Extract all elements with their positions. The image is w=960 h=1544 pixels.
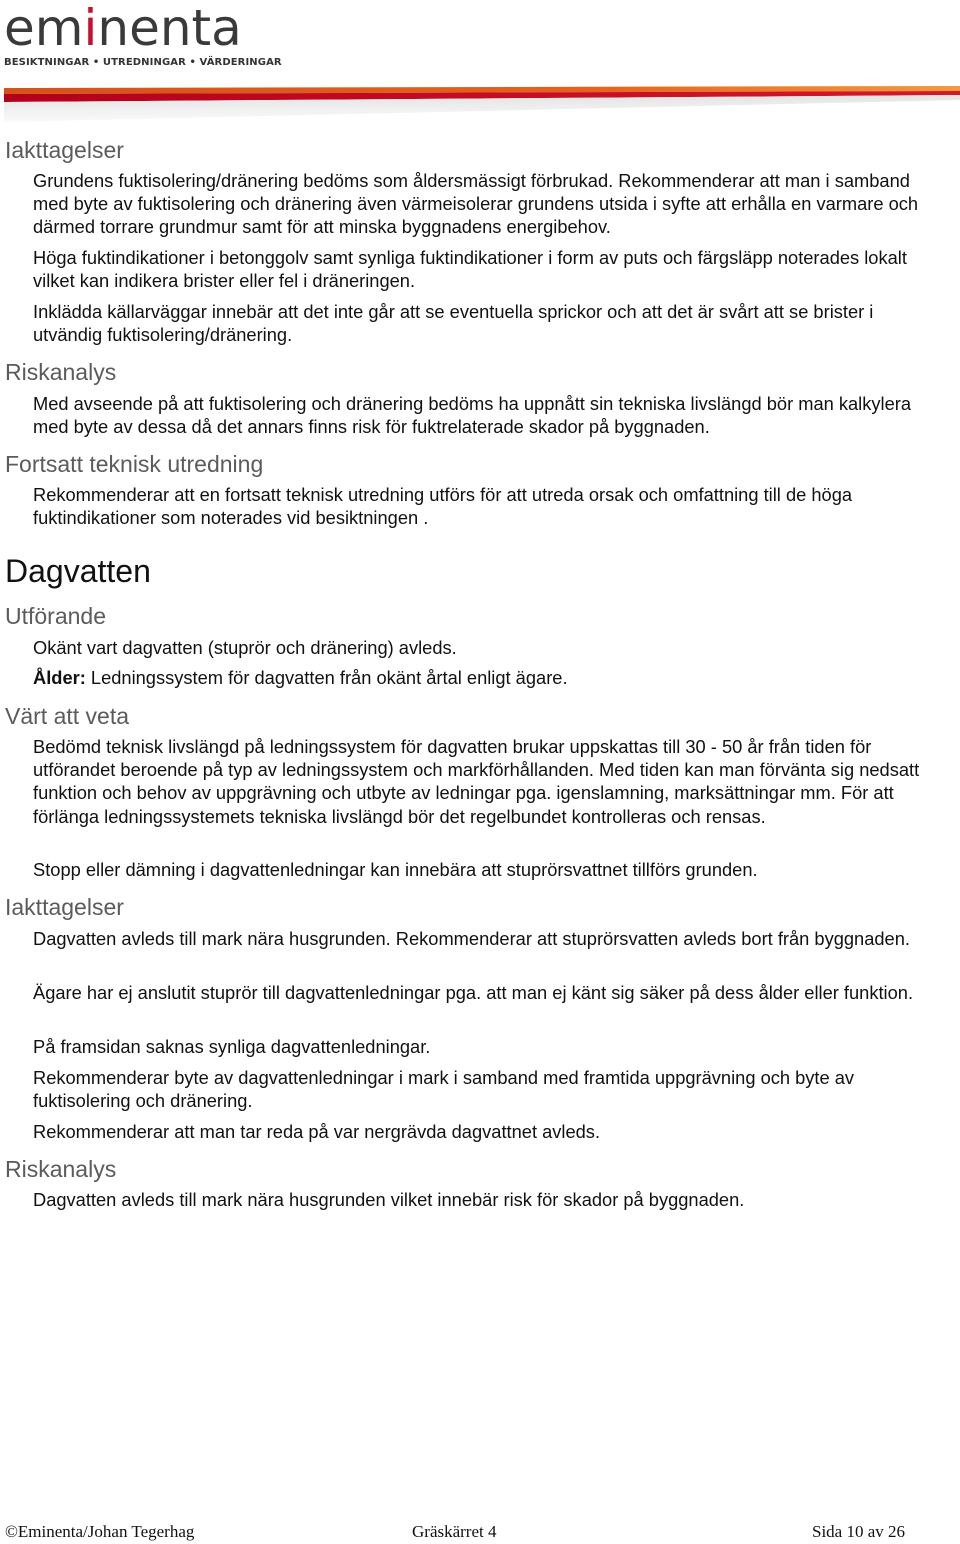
iakttagelser-heading-2: Iakttagelser [5,894,124,920]
utforande-paragraph: Okänt vart dagvatten (stuprör och dränering) avleds. [33,637,457,658]
iakttagelser2-paragraph-1: Dagvatten avleds till mark nära husgrunden. Rekommenderar att stuprörsvatten avleds bort från byggnaden. [33,928,910,949]
iakttagelser2-paragraph-2: Ägare har ej anslutit stuprör till dagvattenledningar pga. att man ej känt sig säker på dess ålder eller funktion. [33,982,914,1003]
logo-wordmark: eminenta [4,0,242,57]
alder-label: Ålder: [33,667,86,688]
riskanalys-paragraph: Med avseende på att fuktisolering och dränering bedöms ha uppnått sin tekniska livslängd bör man kalkylera med byte av dessa då det annars finns risk för fuktrelaterade skador på byggnaden. [33,393,912,438]
alder-paragraph [33,666,923,689]
page-footer [0,1522,960,1544]
logo-tagline: BESIKTNINGAR • UTREDNINGAR • VÄRDERINGAR [4,57,282,68]
eminenta-logo [4,2,282,68]
riskanalys-heading: Riskanalys [5,359,117,385]
riskanalys-heading-2: Riskanalys [5,1156,117,1182]
iakttagelser2-paragraph-4: Rekommenderar byte av dagvattenledningar i mark i samband med framtida uppgrävning och byte av fuktisolering och dränering. [33,1067,855,1112]
utforande-heading: Utförande [5,603,107,629]
riskanalys2-paragraph: Dagvatten avleds till mark nära husgrunden vilket innebär risk för skador på byggnaden. [33,1189,745,1210]
footer-page-number: Sida 10 av 26 [812,1522,906,1541]
iakttagelser-heading: Iakttagelser [5,137,124,163]
header-decorative-bars [4,86,960,126]
footer-copyright: ©Eminenta/Johan Tegerhag [5,1522,195,1541]
alder-text: Ledningssystem för dagvatten från okänt årtal enligt ägare. [85,667,568,688]
vart-att-veta-heading: Värt att veta [5,703,130,729]
iakttagelser2-paragraph-3: På framsidan saknas synliga dagvattenledningar. [33,1036,431,1057]
iakttagelser-paragraph-1: Grundens fuktisolering/dränering bedöms som åldersmässigt förbrukad. Rekommenderar att man i samband med byte av fuktisolering och dränering även värmeisolerar grundens utsida i syfte att erhålla en varmare och därmed torrare grundmur samt för att minska byggnadens energibehov. [33,170,919,238]
iakttagelser2-paragraph-5: Rekommenderar att man tar reda på var nergrävda dagvattnet avleds. [33,1121,601,1142]
fortsatt-utredning-paragraph: Rekommenderar att en fortsatt teknisk utredning utförs för att utreda orsak och omfattning till de höga fuktindikationer som noterades vid besiktningen . [33,484,853,529]
vart-att-veta-paragraph-2: Stopp eller dämning i dagvattenledningar kan innebära att stuprörsvattnet tillförs grunden. [33,859,758,880]
vart-att-veta-paragraph-1: Bedömd teknisk livslängd på ledningssystem för dagvatten brukar uppskattas till 30 - 50 år från tiden för utförandet beroende på typ av ledningssystem och markförhållanden. Med tiden kan man förvänta sig nedsatt funktion och behov av uppgrävning och utbyte av ledningar pga. igenslamning, marksättningar mm. För att förlänga ledningssystemets tekniska livslängd bör det regelbundet kontrolleras och rensas. [33,736,920,827]
footer-property: Gräskärret 4 [412,1522,497,1541]
iakttagelser-paragraph-3: Inklädda källarväggar innebär att det inte går att se eventuella sprickor och att det är svårt att se brister i utvändig fuktisolering/dränering. [33,301,874,346]
dagvatten-heading: Dagvatten [5,553,151,589]
iakttagelser-paragraph-2: Höga fuktindikationer i betonggolv samt synliga fuktindikationer i form av puts och färgsläpp noterades lokalt vilket kan indikera brister eller fel i dräneringen. [33,247,907,292]
fortsatt-utredning-heading: Fortsatt teknisk utredning [5,451,264,477]
